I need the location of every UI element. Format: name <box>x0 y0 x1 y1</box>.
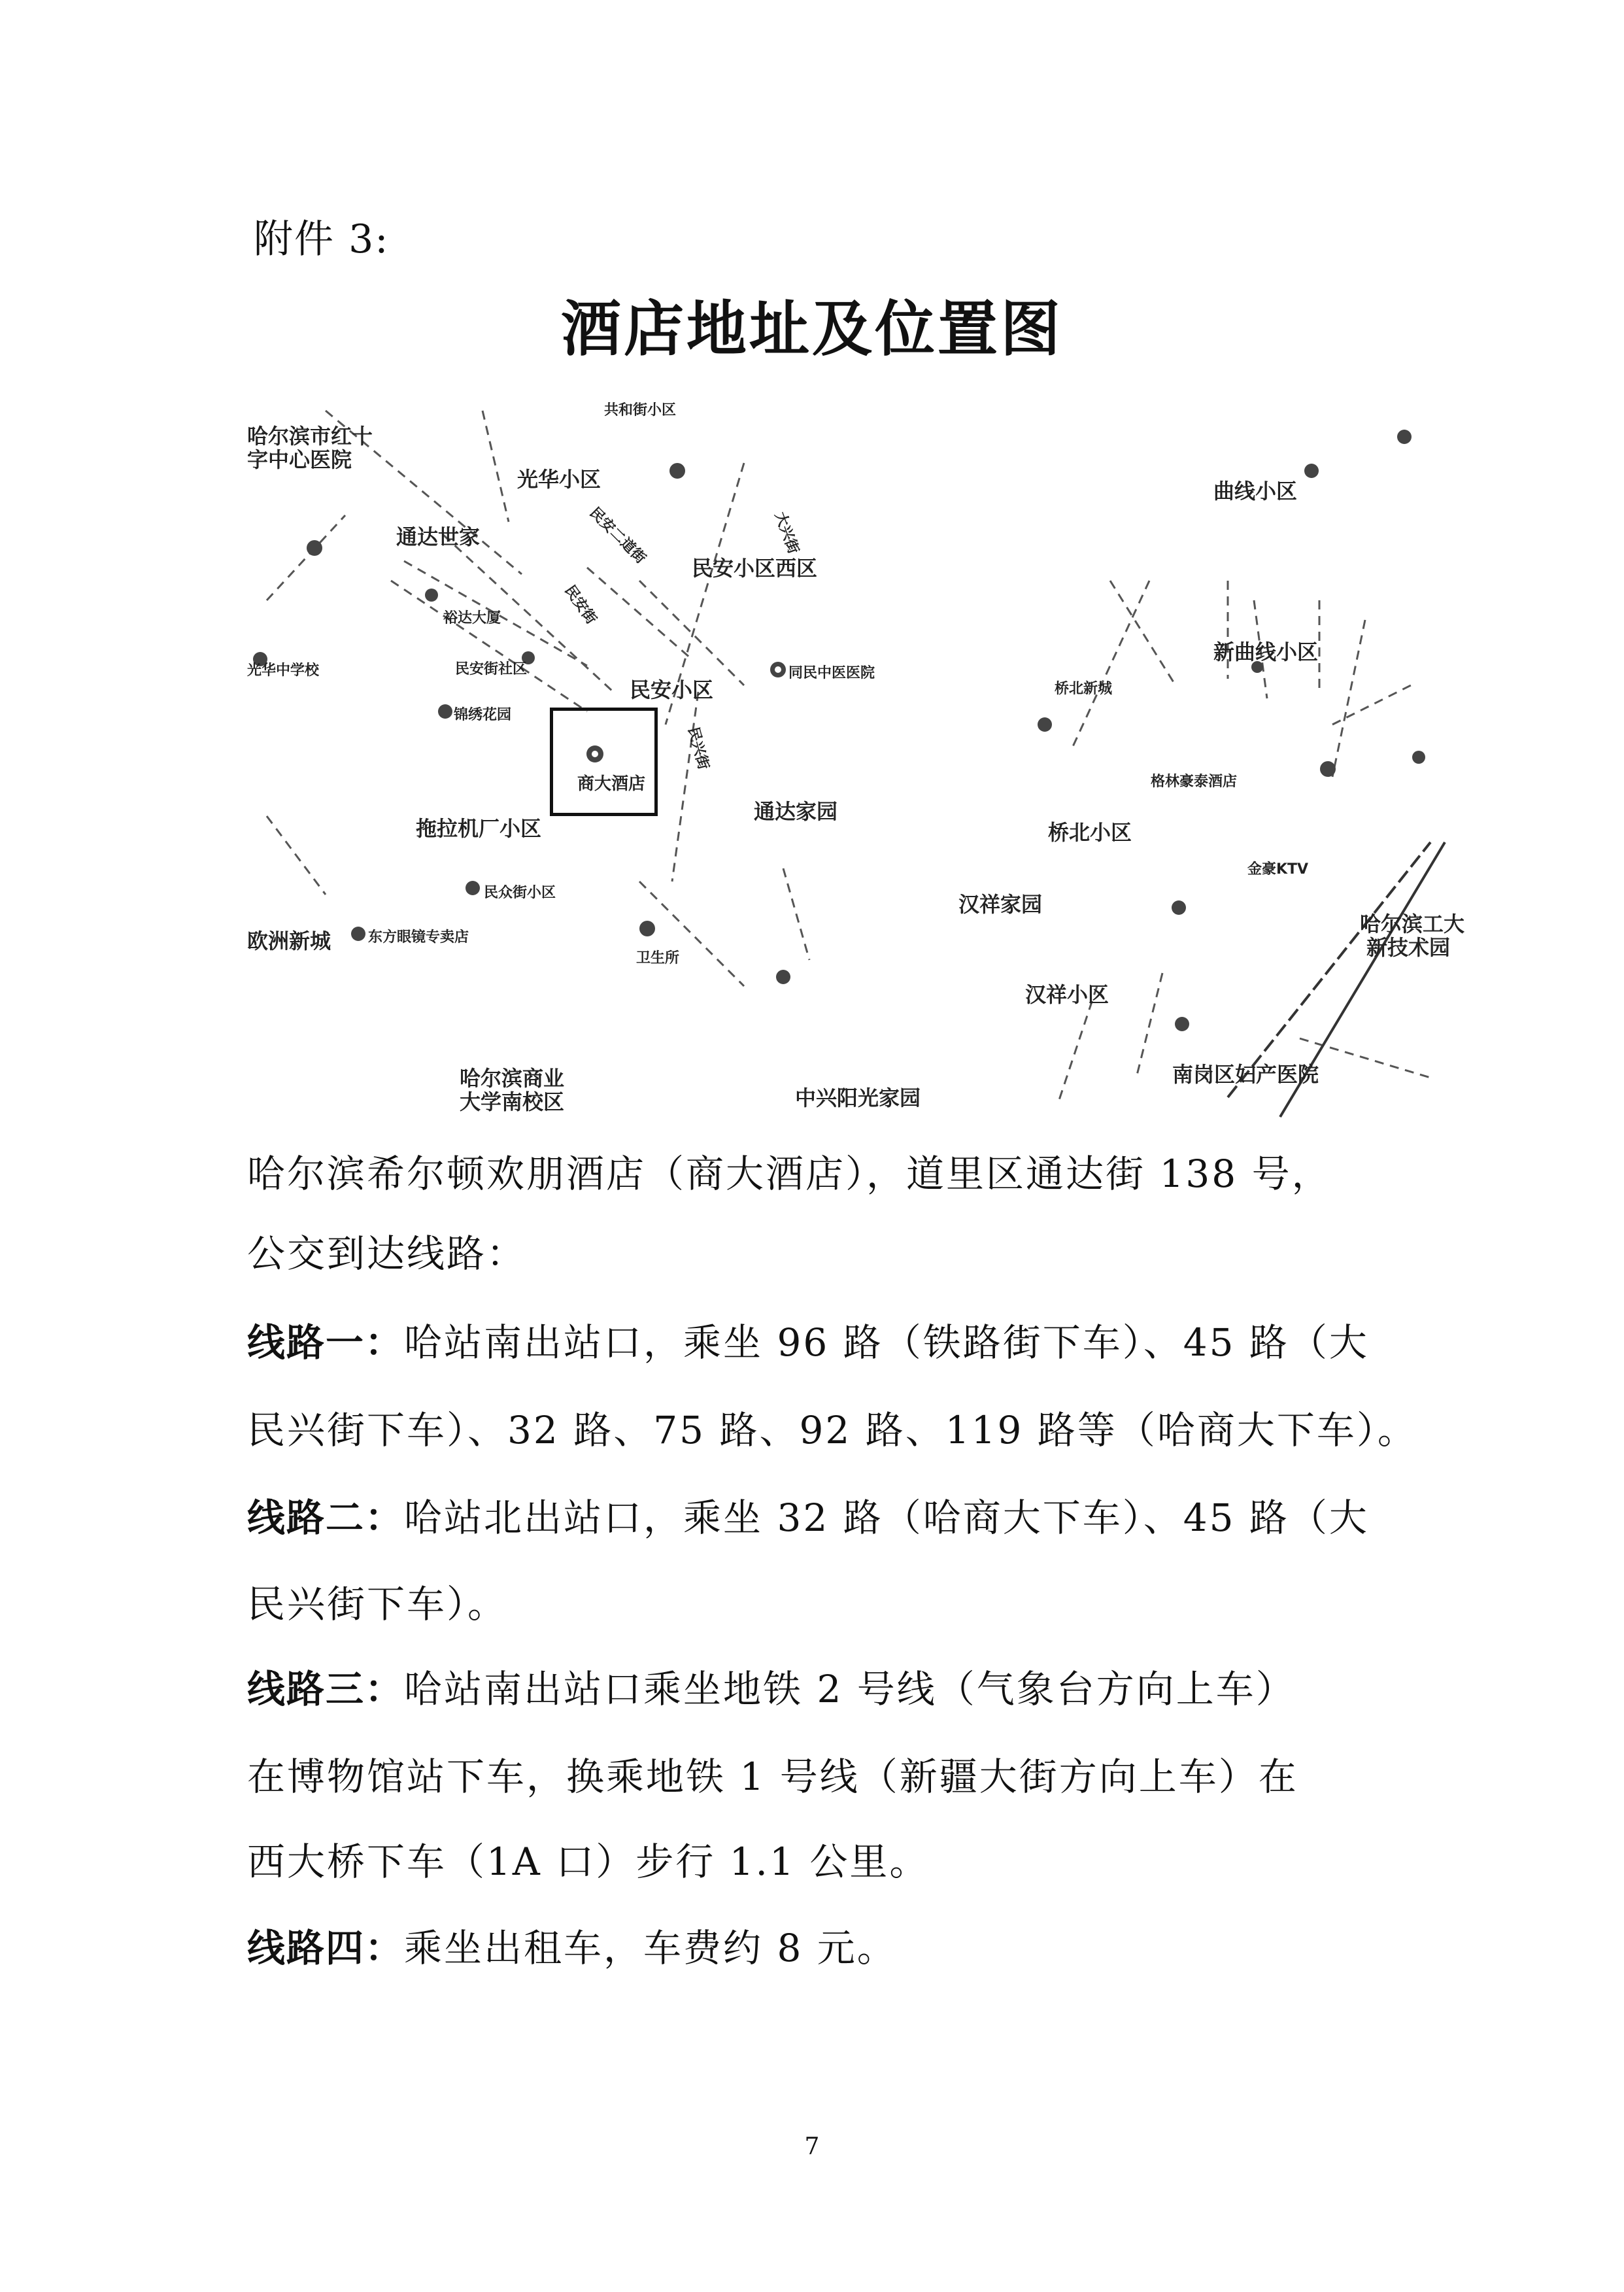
street-label: 大兴街 <box>771 509 802 556</box>
attachment-label: 附件 3: <box>254 216 390 262</box>
map-label: 通达世家 <box>396 524 481 549</box>
map-label: 桥北小区 <box>1048 820 1132 845</box>
route-1-line: 线路一：哈站南出站口，乘坐 96 路（铁路街下车）、45 路（大 <box>247 1320 1369 1365</box>
page-number: 7 <box>804 2133 820 2160</box>
map-label: 汉祥小区 <box>1025 982 1109 1007</box>
map-label: 南岗区妇产医院 <box>1172 1062 1319 1087</box>
map-label: 中兴阳光家园 <box>795 1086 921 1110</box>
route-2-line-2: 民兴街下车）。 <box>247 1582 508 1626</box>
map-label: 哈尔滨市红十 <box>247 424 373 449</box>
route-1-line-2: 民兴街下车）、32 路、75 路、92 路、119 路等（哈商大下车）。 <box>247 1408 1417 1452</box>
location-map <box>247 385 1465 1118</box>
street-label: 民安街 <box>561 582 600 628</box>
map-label: 哈尔滨工大 <box>1360 912 1465 936</box>
map-label: 裕达大厦 <box>443 610 501 626</box>
map-label: 欧洲新城 <box>247 929 331 953</box>
map-label: 民众街小区 <box>484 885 556 901</box>
street-label: 民安二道街 <box>586 504 649 568</box>
map-label: 新技术园 <box>1366 935 1451 960</box>
map-label: 字中心医院 <box>247 447 352 472</box>
map-label: 光华中学校 <box>247 662 320 679</box>
map-label: 东方眼镜专卖店 <box>368 929 469 946</box>
map-label: 曲线小区 <box>1213 479 1298 504</box>
map-label: 锦绣花园 <box>454 707 512 723</box>
map-label: 民安小区西区 <box>692 556 818 581</box>
route-2-line: 线路二：哈站北出站口，乘坐 32 路（哈商大下车）、45 路（大 <box>247 1496 1369 1540</box>
map-label: 民安小区 <box>630 677 714 702</box>
hotel-highlight-box <box>550 708 658 816</box>
map-label: 光华小区 <box>517 467 601 492</box>
page-title: 酒店地址及位置图 <box>560 294 1063 364</box>
route-3-line-3: 西大桥下车（1A 口）步行 1.1 公里。 <box>247 1839 930 1884</box>
map-label: 共和街小区 <box>604 402 677 419</box>
route-4-line: 线路四：乘坐出租车，车费约 8 元。 <box>247 1926 897 1970</box>
bus-intro-line: 公交到达线路： <box>247 1231 527 1276</box>
map-label: 民安街社区 <box>455 661 528 677</box>
map-label: 格林豪泰酒店 <box>1151 774 1238 790</box>
map-label: 卫生所 <box>636 950 680 966</box>
route-3-line-2: 在博物馆站下车，换乘地铁 1 号线（新疆大街方向上车）在 <box>247 1754 1298 1799</box>
map-label: 通达家园 <box>754 799 838 824</box>
map-label: 哈尔滨商业 <box>460 1066 565 1091</box>
hotel-label: 商大酒店 <box>577 774 646 794</box>
map-label: 新曲线小区 <box>1213 640 1319 664</box>
address-line: 哈尔滨希尔顿欢朋酒店（商大酒店），道里区通达街 138 号， <box>247 1152 1332 1196</box>
map-label: 同民中医医院 <box>788 665 875 681</box>
map-label: 拖拉机厂小区 <box>416 816 542 841</box>
map-label: 桥北新城 <box>1055 681 1113 697</box>
map-label: 大学南校区 <box>460 1089 565 1114</box>
map-label: 汉祥家园 <box>958 892 1043 917</box>
street-label: 民兴街 <box>685 725 712 772</box>
map-label: 金豪KTV <box>1247 861 1309 878</box>
route-3-line: 线路三：哈站南出站口乘坐地铁 2 号线（气象台方向上车） <box>247 1667 1296 1711</box>
